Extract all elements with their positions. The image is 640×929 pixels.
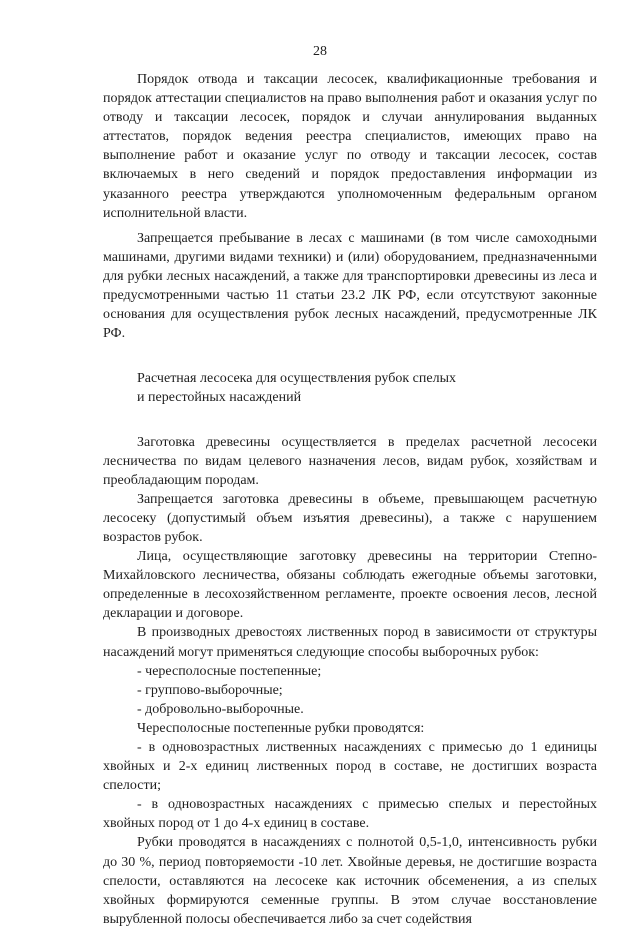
section-heading-line-2: и перестойных насаждений bbox=[137, 390, 302, 406]
section-heading bbox=[103, 343, 597, 432]
paragraph: Заготовка древесины осуществляется в пределах расчетной лесосеки лесничества по видам целевого назначения лесов, видам рубок, хозяйствам и преобладающим породам. bbox=[103, 434, 597, 488]
section-heading-line-1: Расчетная лесосека для осуществления рубок спелых bbox=[137, 371, 456, 387]
list-item: - чересполосные постепенные; bbox=[137, 663, 322, 679]
list-item: - группово-выборочные; bbox=[137, 682, 283, 698]
list-item: - в одновозрастных лиственных насаждениях с примесью до 1 единицы хвойных и 2-х единиц лиственных пород в составе, не достигших возраста спелости; bbox=[103, 740, 597, 794]
paragraph: Запрещается пребывание в лесах с машинами (в том числе самоходными машинами, другими видами техники) и (или) оборудованием, предназначенными для рубки лесных насаждений, а также для транспортировки древесины из леса и предусмотренными частью 11 статьи 23.2 ЛК РФ, если отсутствуют законные основания для осуществления рубок лесных насаждений, предусмотренные ЛК РФ. bbox=[103, 230, 597, 342]
list-item: - добровольно-выборочные. bbox=[137, 701, 304, 717]
paragraph: Запрещается заготовка древесины в объеме, превышающем расчетную лесосеку (допустимый объем изъятия древесины), а также с нарушением возрастов рубок. bbox=[103, 491, 597, 545]
page-number: 28 bbox=[313, 44, 327, 59]
list-item: - в одновозрастных насаждениях с примесью спелых и перестойных хвойных пород от 1 до 4-х единиц в составе. bbox=[103, 797, 597, 832]
document-body bbox=[103, 70, 597, 929]
paragraph: Рубки проводятся в насаждениях с полнотой 0,5-1,0, интенсивность рубки до 30 %, период повторяемости -10 лет. Хвойные деревья, не достигшие возраста спелости, оставляются на лесосеке как источник обсеменения, а из спелых хвойных формируются семенные группы. В этом случае восстановление вырубленной полосы обеспечивается либо за счет содействия bbox=[103, 835, 597, 927]
paragraph: Порядок отвода и таксации лесосек, квалификационные требования и порядок аттестации специалистов на право выполнения работ и оказания услуг по отводу и таксации лесосек, порядок и случаи аннулирования выданных аттестатов, порядок ведения реестра специалистов, имеющих право на выполнение работ и оказание услуг по отводу и таксации лесосек, состав включаемых в него сведений и порядок предоставления информации из указанного реестра утверждаются уполномоченным федеральным органом исполнительной власти. bbox=[103, 72, 597, 221]
paragraph: Чересполосные постепенные рубки проводятся: bbox=[137, 720, 425, 736]
paragraph: Лица, осуществляющие заготовку древесины на территории Степно-Михайловского лесничества, обязаны соблюдать ежегодные объемы заготовки, определенные в лесохозяйственном регламенте, проекте освоения лесов, лесной декларации и договоре. bbox=[103, 549, 597, 622]
paragraph: В производных древостоях лиственных пород в зависимости от структуры насаждений могут применяться следующие способы выборочных рубок: bbox=[103, 625, 597, 660]
